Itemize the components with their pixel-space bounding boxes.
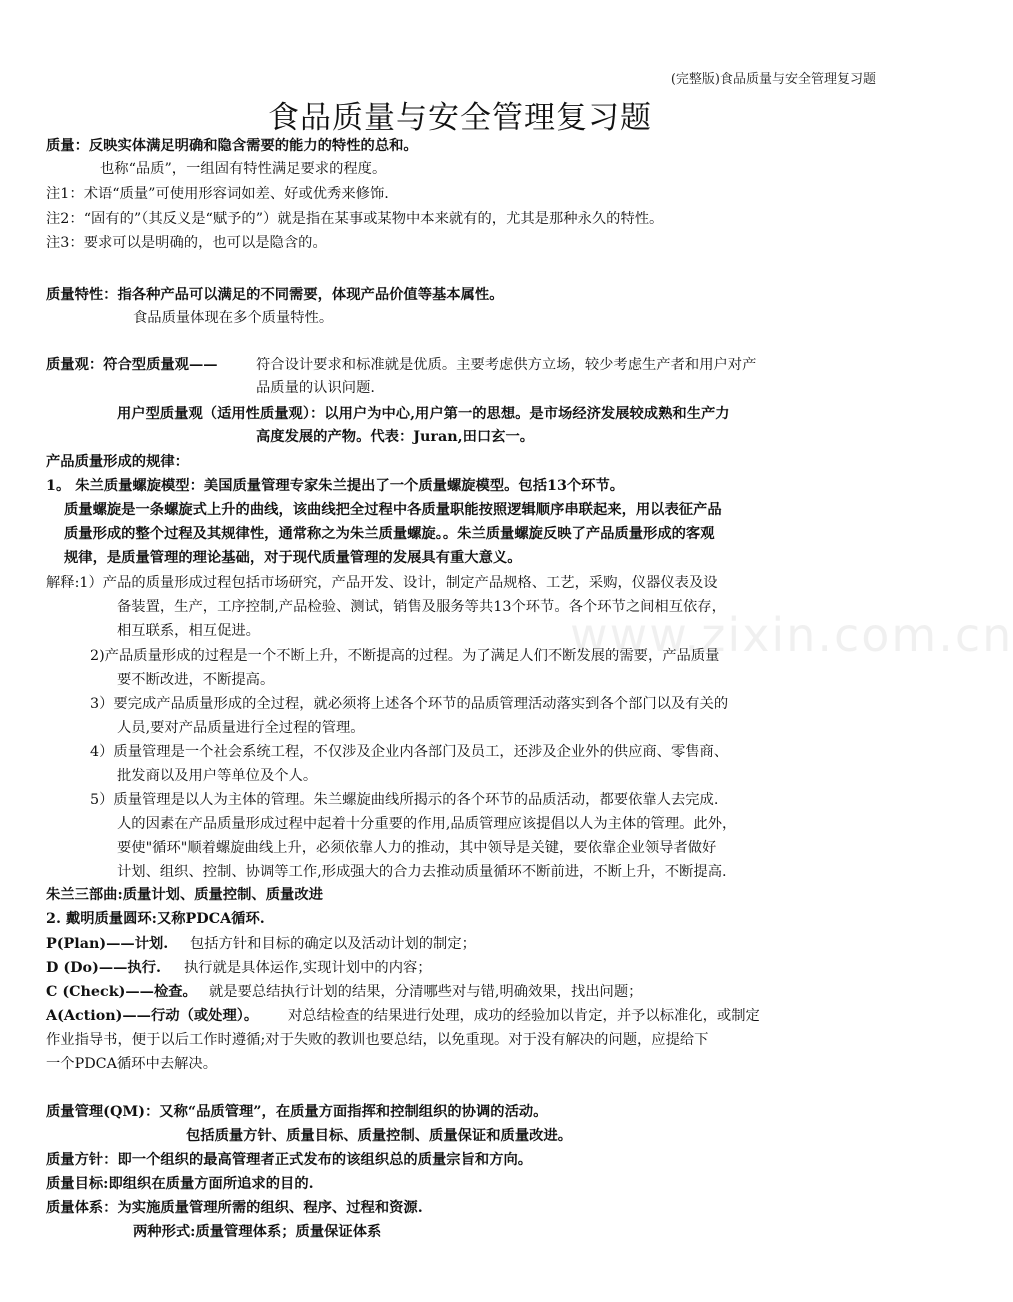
running-header: (完整版)食品质量与安全管理复习题 <box>670 72 876 87</box>
text-line: 人员,要对产品质量进行全过程的管理。 <box>117 720 365 736</box>
text-line: 一个PDCA循环中去解决。 <box>46 1056 218 1072</box>
text-line: 高度发展的产物。代表：Juran,田口玄一。 <box>256 429 535 445</box>
text-line: 品质量的认识问题. <box>256 380 375 396</box>
definition-quality-objective: 质量目标:即组织在质量方面所追求的目的. <box>46 1176 314 1192</box>
text-line: 批发商以及用户等单位及个人。 <box>117 768 318 784</box>
text-line: 备装置，生产，工序控制,产品检验、测试，销售及服务等共13个环节。各个环节之间相互依存， <box>117 599 726 615</box>
text-line: 相互联系，相互促进。 <box>117 623 260 639</box>
section-heading: 产品质量形成的规律： <box>46 454 189 470</box>
text-line: 质量螺旋是一条螺旋式上升的曲线，该曲线把全过程中各质量职能按照逻辑顺序串联起来，用以表征产品 <box>64 502 722 518</box>
definition-quality-system: 质量体系：为实施质量管理所需的组织、程序、过程和资源. <box>46 1200 423 1216</box>
juran-spiral-heading: 1。 朱兰质量螺旋模型：美国质量管理专家朱兰提出了一个质量螺旋模型。包括13个环节。 <box>46 478 625 494</box>
text-line: 质量形成的整个过程及其规律性，通常称之为朱兰质量螺旋。。朱兰质量螺旋反映了产品质量形成的客观 <box>64 526 715 542</box>
text-line: 要使"循环"顺着螺旋曲线上升，必须依靠人力的推动，其中领导是关键，要依靠企业领导者做好 <box>117 840 717 856</box>
note-3: 注3：要求可以是明确的，也可以是隐含的。 <box>46 235 327 251</box>
juran-trilogy: 朱兰三部曲:质量计划、质量控制、质量改进 <box>46 887 323 903</box>
definition-quality-policy: 质量方针：即一个组织的最高管理者正式发布的该组织总的质量宗旨和方向。 <box>46 1152 533 1168</box>
definition-quality: 质量：反映实体满足明确和隐含需要的能力的特性的总和。 <box>46 138 418 154</box>
pdca-check-label: C (Check)——检查。 <box>46 984 197 1000</box>
pdca-check-text: 就是要总结执行计划的结果，分清哪些对与错,明确效果，找出问题； <box>209 984 643 1000</box>
pdca-do-text: 执行就是具体运作,实现计划中的内容； <box>184 960 432 976</box>
note-2: 注2：“固有的”（其反义是“赋予的”）就是指在某事或某物中本来就有的，尤其是那种永久的特性。 <box>46 211 664 227</box>
note-1: 注1：术语“质量”可使用形容词如差、好或优秀来修饰. <box>46 186 389 202</box>
text-line: 食品质量体现在多个质量特性。 <box>133 310 334 326</box>
text-line: 两种形式:质量管理体系；质量保证体系 <box>133 1224 382 1240</box>
pdca-plan-label: P(Plan)——计划. <box>46 936 169 952</box>
explanation-1: 解释:1）产品的质量形成过程包括市场研究，产品开发、设计，制定产品规格、工艺，采购，仪器仪表及设 <box>46 575 718 591</box>
text-line: 也称“品质”，一组固有特性满足要求的程度。 <box>100 161 387 177</box>
text-line: 包括质量方针、质量目标、质量控制、质量保证和质量改进。 <box>186 1128 573 1144</box>
text-line: 规律，是质量管理的理论基础，对于现代质量管理的发展具有重大意义。 <box>64 550 522 566</box>
explanation-3: 3）要完成产品质量形成的全过程，就必须将上述各个环节的品质管理活动落实到各个部门以及有关的 <box>90 696 729 712</box>
text-line: 作业指导书，便于以后工作时遵循;对于失败的教训也要总结，以免重现。对于没有解决的问题，应提给下 <box>46 1032 709 1048</box>
pdca-action-label: A(Action)——行动（或处理）。 <box>46 1008 259 1024</box>
explanation-4: 4）质量管理是一个社会系统工程，不仅涉及企业内各部门及员工，还涉及企业外的供应商、零售商、 <box>90 744 729 760</box>
pdca-action-text: 对总结检查的结果进行处理，成功的经验加以肯定，并予以标准化，或制定 <box>288 1008 760 1024</box>
explanation-2: 2)产品质量形成的过程是一个不断上升，不断提高的过程。为了满足人们不断发展的需要，产品质量 <box>90 648 720 664</box>
text-line: 计划、组织、控制、协调等工作,形成强大的合力去推动质量循环不断前进，不断上升，不断提高. <box>117 864 727 880</box>
text-line: 符合设计要求和标准就是优质。主要考虑供方立场，较少考虑生产者和用户对产 <box>256 357 757 373</box>
pdca-heading: 2. 戴明质量圆环:又称PDCA循环. <box>46 911 265 927</box>
quality-view-label: 质量观：符合型质量观—— <box>46 357 218 373</box>
user-quality-view: 用户型质量观（适用性质量观）：以用户为中心,用户第一的思想。是市场经济发展较成熟和生产力 <box>117 406 730 422</box>
explanation-5: 5）质量管理是以人为主体的管理。朱兰螺旋曲线所揭示的各个环节的品质活动，都要依靠人去完成. <box>90 792 719 808</box>
text-line: 人的因素在产品质量形成过程中起着十分重要的作用,品质管理应该提倡以人为主体的管理。此外， <box>117 816 737 832</box>
page-title: 食品质量与安全管理复习题 <box>268 100 652 136</box>
watermark: www.zixin.com.cn <box>570 608 1013 662</box>
text-line: 要不断改进，不断提高。 <box>117 672 275 688</box>
pdca-do-label: D (Do)——执行. <box>46 960 162 976</box>
definition-qm: 质量管理(QM)：又称“品质管理”，在质量方面指挥和控制组织的协调的活动。 <box>46 1104 548 1120</box>
pdca-plan-text: 包括方针和目标的确定以及活动计划的制定； <box>190 936 476 952</box>
definition-quality-characteristic: 质量特性：指各种产品可以满足的不同需要，体现产品价值等基本属性。 <box>46 287 504 303</box>
